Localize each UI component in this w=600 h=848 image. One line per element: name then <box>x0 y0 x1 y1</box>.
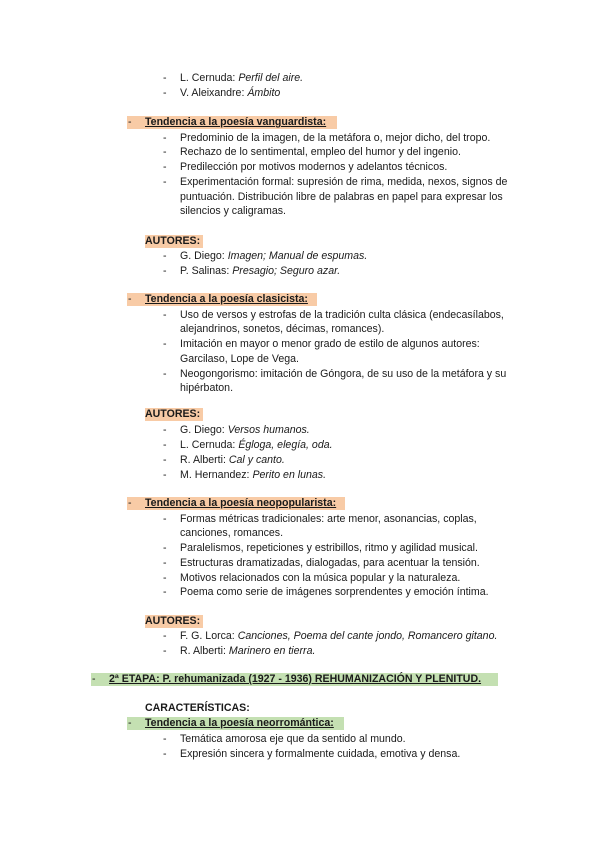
bullet-dash: - <box>128 717 132 729</box>
list-item-continuation: silencios y caligramas. <box>180 205 286 217</box>
bullet-dash: - <box>163 542 167 554</box>
author-line: L. Cernuda: Égloga, elegía, oda. <box>180 439 333 451</box>
bullet-dash: - <box>128 293 132 305</box>
bullet-dash: - <box>163 424 167 436</box>
list-item: Neogongorismo: imitación de Góngora, de su uso de la metáfora y su <box>180 368 507 380</box>
list-item: Uso de versos y estrofas de la tradición culta clásica (endecasílabos, <box>180 309 504 321</box>
bullet-dash: - <box>163 368 167 380</box>
list-item: Predominio de la imagen, de la metáfora o, mejor dicho, del tropo. <box>180 132 491 144</box>
list-item: Motivos relacionados con la música popular y la naturaleza. <box>180 572 461 584</box>
bullet-dash: - <box>163 72 167 84</box>
bullet-dash: - <box>163 309 167 321</box>
list-item-continuation: alejandrinos, sonetos, décimas, romances). <box>180 323 385 335</box>
bullet-dash: - <box>163 645 167 657</box>
bullet-dash: - <box>163 132 167 144</box>
bullet-dash: - <box>163 572 167 584</box>
section-heading-etapa2: 2ª ETAPA: P. rehumanizada (1927 - 1936) REHUMANIZACIÓN Y PLENITUD. <box>109 673 482 685</box>
bullet-dash: - <box>163 557 167 569</box>
list-item: Estructuras dramatizadas, dialogadas, para acentuar la tensión. <box>180 557 480 569</box>
bullet-dash: - <box>163 176 167 188</box>
list-item: Formas métricas tradicionales: arte menor, asonancias, coplas, <box>180 513 477 525</box>
list-item-continuation: hipérbaton. <box>180 382 234 394</box>
list-item: Paralelismos, repeticiones y estribillos, ritmo y agilidad musical. <box>180 542 478 554</box>
autores-label: AUTORES: <box>145 235 201 247</box>
caracteristicas-label: CARACTERÍSTICAS: <box>145 702 250 714</box>
section-heading-clasicista: Tendencia a la poesía clasicista: <box>145 293 308 305</box>
bullet-dash: - <box>128 116 132 128</box>
list-item: Temática amorosa eje que da sentido al mundo. <box>180 733 406 745</box>
author-line: L. Cernuda: Perfil del aire. <box>180 72 304 84</box>
list-item: Rechazo de lo sentimental, empleo del humor y del ingenio. <box>180 146 461 158</box>
author-line: P. Salinas: Presagio; Seguro azar. <box>180 265 341 277</box>
bullet-dash: - <box>92 673 96 685</box>
list-item-continuation: canciones, romances. <box>180 527 284 539</box>
author-line: G. Diego: Imagen; Manual de espumas. <box>180 250 368 262</box>
author-line: R. Alberti: Marinero en tierra. <box>180 645 316 657</box>
list-item: Poema como serie de imágenes sorprendentes y emoción íntima. <box>180 586 489 598</box>
list-item-continuation: puntuación. Distribución libre de palabras en papel para expresar los <box>180 191 503 203</box>
autores-label: AUTORES: <box>145 408 201 420</box>
bullet-dash: - <box>163 469 167 481</box>
bullet-dash: - <box>163 250 167 262</box>
list-item-continuation: Garcilaso, Lope de Vega. <box>180 353 299 365</box>
bullet-dash: - <box>163 265 167 277</box>
bullet-dash: - <box>163 439 167 451</box>
section-heading-neorromantica: Tendencia a la poesía neorromántica: <box>145 717 334 729</box>
bullet-dash: - <box>163 513 167 525</box>
author-line: V. Aleixandre: Ámbito <box>180 87 281 99</box>
bullet-dash: - <box>163 630 167 642</box>
list-item: Expresión sincera y formalmente cuidada, emotiva y densa. <box>180 748 461 760</box>
author-line: F. G. Lorca: Canciones, Poema del cante jondo, Romancero gitano. <box>180 630 498 642</box>
section-heading-vanguardista: Tendencia a la poesía vanguardista: <box>145 116 327 128</box>
bullet-dash: - <box>163 338 167 350</box>
autores-label: AUTORES: <box>145 615 201 627</box>
bullet-dash: - <box>128 497 132 509</box>
bullet-dash: - <box>163 146 167 158</box>
list-item: Experimentación formal: supresión de rima, medida, nexos, signos de <box>180 176 508 188</box>
bullet-dash: - <box>163 733 167 745</box>
bullet-dash: - <box>163 586 167 598</box>
bullet-dash: - <box>163 454 167 466</box>
author-line: R. Alberti: Cal y canto. <box>180 454 285 466</box>
author-line: M. Hernandez: Perito en lunas. <box>180 469 327 481</box>
list-item: Predilección por motivos modernos y adelantos técnicos. <box>180 161 448 173</box>
bullet-dash: - <box>163 161 167 173</box>
bullet-dash: - <box>163 87 167 99</box>
bullet-dash: - <box>163 748 167 760</box>
list-item: Imitación en mayor o menor grado de estilo de algunos autores: <box>180 338 480 350</box>
author-line: G. Diego: Versos humanos. <box>180 424 310 436</box>
section-heading-neopopularista: Tendencia a la poesía neopopularista: <box>145 497 337 509</box>
